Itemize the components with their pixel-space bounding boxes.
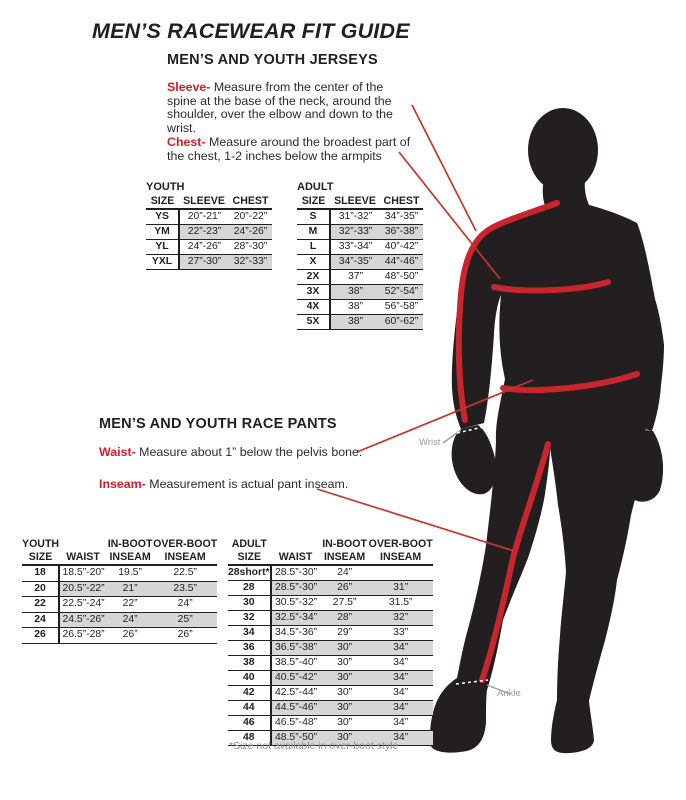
value-cell: 20.5”-22” [59, 581, 107, 597]
youth-jersey-size-chart [146, 195, 272, 270]
table-row [228, 581, 433, 596]
value-cell: 26.5”-28” [59, 628, 107, 644]
value-cell: 34”-35” [380, 209, 423, 225]
value-cell: 32” [369, 611, 433, 626]
column-header-line: CHEST [232, 195, 269, 207]
column-header [153, 538, 217, 565]
value-cell: 36”-38” [380, 225, 423, 240]
size-cell: 38 [228, 656, 271, 671]
value-cell: 44.5”-46” [271, 701, 321, 716]
value-cell: 46.5”-48” [271, 716, 321, 731]
column-header [271, 538, 321, 565]
value-cell: 34” [369, 641, 433, 656]
size-cell: X [297, 255, 330, 270]
table-row [297, 209, 423, 225]
column-header [228, 538, 271, 565]
table-row [228, 716, 433, 731]
size-cell: 4X [297, 300, 330, 315]
adult-jersey-size-chart [297, 195, 423, 330]
table-row [297, 225, 423, 240]
table-row [146, 225, 272, 240]
value-cell: 48.5”-50” [271, 731, 321, 746]
value-cell: 48”-50” [380, 270, 423, 285]
table-row [297, 300, 423, 315]
column-header-line: INSEAM [109, 551, 151, 563]
value-cell: 38” [330, 300, 380, 315]
inseam-instruction-label: Inseam- [99, 477, 146, 491]
size-cell: 46 [228, 716, 271, 731]
youth-jersey-size-chart-grid [146, 195, 272, 270]
table-row [228, 565, 433, 581]
size-cell: 28short* [228, 565, 271, 581]
size-cell: 36 [228, 641, 271, 656]
waist-instruction-label: Waist- [99, 445, 136, 459]
adult-pants-table [228, 538, 433, 746]
size-cell: 24 [22, 612, 59, 628]
value-cell: 29” [321, 626, 369, 641]
figure-right-hand [620, 428, 663, 502]
table-row [146, 240, 272, 255]
value-cell: 24.5”-26” [59, 612, 107, 628]
value-cell: 23.5” [153, 581, 217, 597]
value-cell: 38” [330, 285, 380, 300]
size-cell: 26 [22, 628, 59, 644]
ankle-label: Ankle [497, 688, 521, 699]
size-cell: 20 [22, 581, 59, 597]
value-cell: 37” [330, 270, 380, 285]
value-cell: 30” [321, 731, 369, 746]
column-header-line: ADULT [231, 538, 267, 550]
value-cell: 32.5”-34” [271, 611, 321, 626]
adult-jersey-size-chart-grid [297, 195, 423, 330]
size-cell: 30 [228, 596, 271, 611]
table-row [228, 641, 433, 656]
figure-left-hand [452, 425, 496, 494]
value-cell: 24”-26” [179, 240, 229, 255]
sleeve-instruction [167, 81, 413, 135]
youth-jersey-table [146, 181, 272, 270]
adult-jersey-table [297, 181, 423, 330]
value-cell: 20”-21” [179, 209, 229, 225]
value-cell: 28.5”-30” [271, 581, 321, 596]
size-cell: 44 [228, 701, 271, 716]
size-footnote: *Size not available in over-boot style [229, 740, 399, 752]
value-cell: 34” [369, 731, 433, 746]
value-cell: 26” [107, 628, 153, 644]
table-row [22, 581, 217, 597]
waist-instruction-text: Measure about 1” below the pelvis bone. [135, 445, 363, 459]
value-cell: 24” [153, 597, 217, 613]
table-row [297, 315, 423, 330]
value-cell: 34” [369, 716, 433, 731]
column-header-line: SLEEVE [183, 195, 225, 207]
value-cell: 36.5”-38” [271, 641, 321, 656]
value-cell: 18.5”-20” [59, 565, 107, 581]
table-row [297, 255, 423, 270]
size-cell: YM [146, 225, 179, 240]
column-header-line: IN-BOOT [322, 538, 367, 550]
column-header-line: SIZE [237, 551, 262, 563]
value-cell: 32”-33” [330, 225, 380, 240]
value-cell: 34”-35” [330, 255, 380, 270]
chest-instruction-label: Chest- [167, 135, 206, 149]
value-cell: 30” [321, 656, 369, 671]
size-cell: S [297, 209, 330, 225]
value-cell: 30” [321, 641, 369, 656]
table-row [146, 255, 272, 270]
column-header-line: SLEEVE [334, 195, 376, 207]
table-row [228, 686, 433, 701]
column-header-line: SIZE [301, 195, 326, 207]
column-header-line: WAIST [278, 551, 313, 563]
size-cell: 34 [228, 626, 271, 641]
column-header [22, 538, 59, 565]
table-row [22, 612, 217, 628]
value-cell: 27”-30” [179, 255, 229, 270]
column-header [369, 538, 433, 565]
sleeve-instruction-text: Measure from the center of the spine at the base of the neck, around the shoulder, over the elbow and down to the wrist. [167, 80, 393, 135]
size-cell: L [297, 240, 330, 255]
size-cell: M [297, 225, 330, 240]
size-cell: YL [146, 240, 179, 255]
pants-section-heading: MEN’S AND YOUTH RACE PANTS [99, 416, 337, 432]
value-cell: 56”-58” [380, 300, 423, 315]
column-header-line: INSEAM [323, 551, 366, 563]
column-header [179, 195, 229, 209]
column-header [146, 195, 179, 209]
value-cell: 42.5”-44” [271, 686, 321, 701]
value-cell: 19.5” [107, 565, 153, 581]
column-header [297, 195, 330, 209]
adult-pants-size-chart-grid [228, 538, 433, 746]
chest-instruction-text: Measure around the broadest part of the chest, 1-2 inches below the armpits [167, 135, 411, 163]
table-row [297, 285, 423, 300]
value-cell: 25” [153, 612, 217, 628]
column-header-line: IN-BOOT [107, 538, 153, 550]
value-cell: 24” [321, 565, 369, 581]
size-cell: 32 [228, 611, 271, 626]
value-cell: 22”-23” [179, 225, 229, 240]
value-cell: 30” [321, 716, 369, 731]
value-cell: 40.5”-42” [271, 671, 321, 686]
value-cell: 24” [107, 612, 153, 628]
size-cell: 2X [297, 270, 330, 285]
value-cell: 22.5” [153, 565, 217, 581]
value-cell: 34.5”-36” [271, 626, 321, 641]
column-header-line: CHEST [383, 195, 420, 207]
inseam-instruction-text: Measurement is actual pant inseam. [145, 477, 349, 491]
value-cell: 34” [369, 671, 433, 686]
value-cell: 27.5” [321, 596, 369, 611]
size-cell: 40 [228, 671, 271, 686]
column-header [107, 538, 153, 565]
size-cell: 5X [297, 315, 330, 330]
size-cell: 42 [228, 686, 271, 701]
table-row [297, 270, 423, 285]
inseam-instruction [99, 478, 369, 492]
value-cell: 30” [321, 686, 369, 701]
value-cell: 26” [153, 628, 217, 644]
page-title: MEN’S RACEWEAR FIT GUIDE [92, 19, 410, 43]
column-header-line: SIZE [150, 195, 175, 207]
value-cell: 24”-26” [229, 225, 272, 240]
column-header-line: OVER-BOOT [368, 538, 433, 550]
value-cell: 32”-33” [229, 255, 272, 270]
column-header [229, 195, 272, 209]
table-row [22, 628, 217, 644]
value-cell: 38” [330, 315, 380, 330]
size-cell: 18 [22, 565, 59, 581]
youth-pants-size-chart [22, 538, 217, 644]
value-cell: 30” [321, 701, 369, 716]
value-cell: 34” [369, 686, 433, 701]
value-cell: 30.5”-32” [271, 596, 321, 611]
table-row [297, 240, 423, 255]
table-row [228, 701, 433, 716]
wrist-label: Wrist [419, 437, 441, 448]
value-cell: 21” [107, 581, 153, 597]
value-cell: 31”-32” [330, 209, 380, 225]
value-cell: 52”-54” [380, 285, 423, 300]
value-cell: 26” [321, 581, 369, 596]
table-row [146, 209, 272, 225]
value-cell: 40”-42” [380, 240, 423, 255]
table-row [228, 671, 433, 686]
column-header [380, 195, 423, 209]
table-row [228, 596, 433, 611]
youth-jersey-table-label: YOUTH [146, 181, 185, 193]
value-cell: 31.5” [369, 596, 433, 611]
value-cell: 34” [369, 656, 433, 671]
size-cell: YXL [146, 255, 179, 270]
value-cell: 60”-62” [380, 315, 423, 330]
value-cell: 33” [369, 626, 433, 641]
value-cell [369, 565, 433, 581]
column-header [59, 538, 107, 565]
column-header-line: SIZE [28, 551, 53, 563]
column-header-line: INSEAM [164, 551, 206, 563]
value-cell: 28” [321, 611, 369, 626]
table-row [228, 611, 433, 626]
value-cell: 44”-46” [380, 255, 423, 270]
column-header-line: WAIST [66, 551, 100, 563]
value-cell: 34” [369, 701, 433, 716]
table-row [22, 597, 217, 613]
size-cell: 22 [22, 597, 59, 613]
jerseys-section-heading: MEN’S AND YOUTH JERSEYS [167, 52, 378, 68]
column-header [330, 195, 380, 209]
value-cell: 20”-22” [229, 209, 272, 225]
value-cell: 28.5”-30” [271, 565, 321, 581]
column-header [321, 538, 369, 565]
column-header-line: OVER-BOOT [153, 538, 218, 550]
youth-pants-table [22, 538, 217, 644]
table-row [228, 656, 433, 671]
size-cell: 28 [228, 581, 271, 596]
size-cell: YS [146, 209, 179, 225]
youth-pants-size-chart-grid [22, 538, 217, 644]
value-cell: 31” [369, 581, 433, 596]
table-row [22, 565, 217, 581]
column-header-line: INSEAM [380, 551, 422, 563]
adult-pants-size-chart [228, 538, 433, 746]
table-row [228, 626, 433, 641]
value-cell: 22” [107, 597, 153, 613]
value-cell: 22.5”-24” [59, 597, 107, 613]
waist-instruction [99, 446, 369, 460]
value-cell: 30” [321, 671, 369, 686]
size-cell: 48 [228, 731, 271, 746]
value-cell: 38.5”-40” [271, 656, 321, 671]
size-cell: 3X [297, 285, 330, 300]
adult-jersey-table-label: ADULT [297, 181, 334, 193]
chest-instruction [167, 136, 413, 163]
value-cell: 28”-30” [229, 240, 272, 255]
column-header-line: YOUTH [22, 538, 60, 550]
value-cell: 33”-34” [330, 240, 380, 255]
sleeve-instruction-label: Sleeve- [167, 80, 211, 94]
